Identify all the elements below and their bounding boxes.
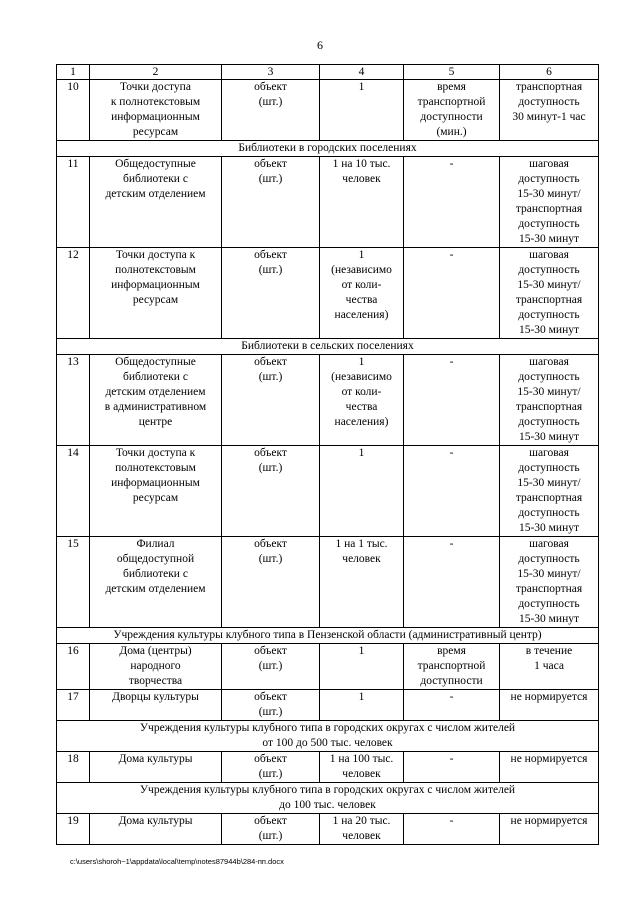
norm-value: 1 (независимо от коли- чества населения) [320, 248, 404, 339]
table-row [57, 537, 599, 628]
unit: объект (шт.) [222, 248, 320, 339]
access-unit: - [404, 157, 500, 248]
access-norm: шаговая доступность 15-30 минут/ транспортная доступность 15-30 минут [500, 446, 599, 537]
access-unit: время транспортной доступности [404, 644, 500, 690]
unit: объект (шт.) [222, 644, 320, 690]
row-number: 16 [57, 644, 90, 690]
file-path-footer: c:\users\shoroh~1\appdata\local\temp\notes87944b\284-пп.docx [70, 857, 284, 866]
table-header-row [57, 65, 599, 80]
column-header: 3 [222, 65, 320, 80]
access-norm: транспортная доступность 30 минут-1 час [500, 80, 599, 141]
object-name: Точки доступа к полнотекстовым информационным ресурсам [90, 80, 222, 141]
access-unit: - [404, 446, 500, 537]
column-header: 5 [404, 65, 500, 80]
object-name: Филиал общедоступной библиотеки с детским отделением [90, 537, 222, 628]
row-number: 14 [57, 446, 90, 537]
table-row [57, 690, 599, 721]
access-unit: - [404, 355, 500, 446]
row-number: 19 [57, 814, 90, 845]
norm-value: 1 на 1 тыс. человек [320, 537, 404, 628]
section-title: Учреждения культуры клубного типа в городских округах с числом жителей до 100 тыс. человек [57, 783, 599, 814]
object-name: Точки доступа к полнотекстовым информационным ресурсам [90, 446, 222, 537]
norm-value: 1 [320, 80, 404, 141]
table-row [57, 248, 599, 339]
object-name: Дома культуры [90, 752, 222, 783]
norm-value: 1 на 100 тыс. человек [320, 752, 404, 783]
unit: объект (шт.) [222, 814, 320, 845]
table-row [57, 157, 599, 248]
section-header-row [57, 141, 599, 157]
object-name: Дворцы культуры [90, 690, 222, 721]
table-row [57, 752, 599, 783]
access-unit: - [404, 537, 500, 628]
access-norm: шаговая доступность 15-30 минут/ транспортная доступность 15-30 минут [500, 537, 599, 628]
row-number: 12 [57, 248, 90, 339]
table-row [57, 80, 599, 141]
norm-value: 1 на 10 тыс. человек [320, 157, 404, 248]
access-unit: - [404, 752, 500, 783]
row-number: 11 [57, 157, 90, 248]
access-unit: - [404, 814, 500, 845]
access-norm: шаговая доступность 15-30 минут/ транспортная доступность 15-30 минут [500, 248, 599, 339]
table-row [57, 814, 599, 845]
section-header-row [57, 721, 599, 752]
section-title: Библиотеки в сельских поселениях [57, 339, 599, 355]
row-number: 13 [57, 355, 90, 446]
row-number: 17 [57, 690, 90, 721]
column-header: 1 [57, 65, 90, 80]
unit: объект (шт.) [222, 157, 320, 248]
column-header: 6 [500, 65, 599, 80]
access-norm: в течение 1 часа [500, 644, 599, 690]
access-unit: время транспортной доступности (мин.) [404, 80, 500, 141]
unit: объект (шт.) [222, 690, 320, 721]
section-header-row [57, 339, 599, 355]
row-number: 18 [57, 752, 90, 783]
table-row [57, 446, 599, 537]
access-norm: не нормируется [500, 814, 599, 845]
access-norm: не нормируется [500, 752, 599, 783]
row-number: 10 [57, 80, 90, 141]
access-unit: - [404, 690, 500, 721]
column-header: 2 [90, 65, 222, 80]
row-number: 15 [57, 537, 90, 628]
section-header-row [57, 628, 599, 644]
section-title: Учреждения культуры клубного типа в Пензенской области (административный центр) [57, 628, 599, 644]
norms-table [56, 64, 599, 845]
unit: объект (шт.) [222, 355, 320, 446]
object-name: Дома (центры) народного творчества [90, 644, 222, 690]
norm-value: 1 (независимо от коли- чества населения) [320, 355, 404, 446]
access-norm: шаговая доступность 15-30 минут/ транспортная доступность 15-30 минут [500, 355, 599, 446]
unit: объект (шт.) [222, 80, 320, 141]
section-header-row [57, 783, 599, 814]
object-name: Дома культуры [90, 814, 222, 845]
section-title: Учреждения культуры клубного типа в городских округах с числом жителей от 100 до 500 тыс. человек [57, 721, 599, 752]
unit: объект (шт.) [222, 446, 320, 537]
table-row [57, 355, 599, 446]
table-row [57, 644, 599, 690]
unit: объект (шт.) [222, 752, 320, 783]
norm-value: 1 [320, 446, 404, 537]
object-name: Точки доступа к полнотекстовым информационным ресурсам [90, 248, 222, 339]
norm-value: 1 на 20 тыс. человек [320, 814, 404, 845]
section-title: Библиотеки в городских поселениях [57, 141, 599, 157]
object-name: Общедоступные библиотеки с детским отделением [90, 157, 222, 248]
object-name: Общедоступные библиотеки с детским отделением в административном центре [90, 355, 222, 446]
access-norm: шаговая доступность 15-30 минут/ транспортная доступность 15-30 минут [500, 157, 599, 248]
norm-value: 1 [320, 644, 404, 690]
page-number: 6 [317, 38, 323, 52]
column-header: 4 [320, 65, 404, 80]
access-unit: - [404, 248, 500, 339]
access-norm: не нормируется [500, 690, 599, 721]
unit: объект (шт.) [222, 537, 320, 628]
norm-value: 1 [320, 690, 404, 721]
